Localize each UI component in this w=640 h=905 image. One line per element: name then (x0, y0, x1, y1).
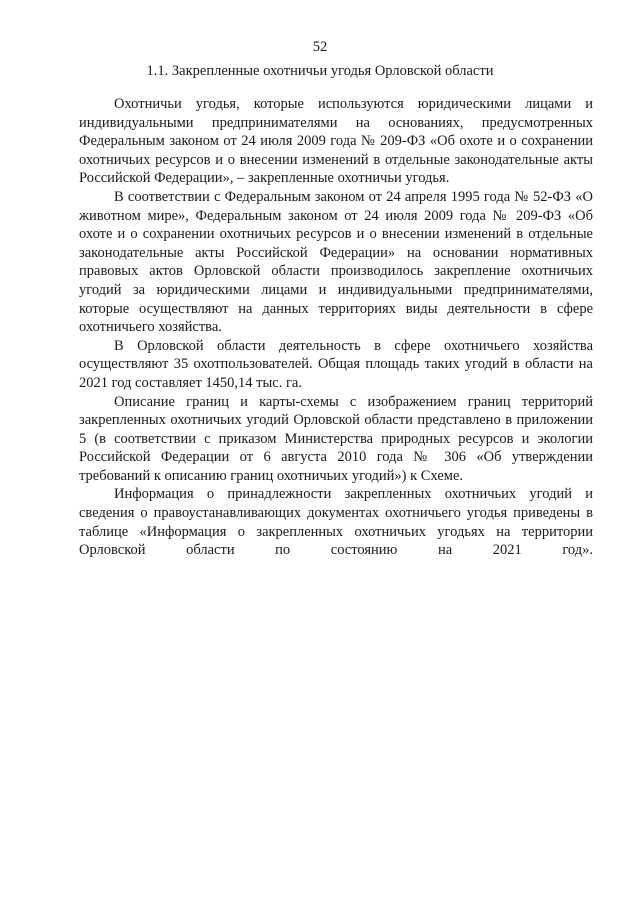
paragraph-legal-basis: В соответствии с Федеральным законом от 24 апреля 1995 года № 52-ФЗ «О животном мире», Федеральным законом от 24 июля 2009 года № 209-ФЗ «Об охоте и о сохранении охотничьих ресурсов и о внесении изменений в отдельные законодательные акты Российской Федерации» на основании нормативных правовых актов Орловской области производилось закрепление охотничьих угодий за юридическими лицами и индивидуальными предпринимателями, которые осуществляют на данных территориях виды деятельности в сфере охотничьего хозяйства. (79, 188, 593, 336)
paragraph-hunting-grounds-definition: Охотничьи угодья, которые используются юридическими лицами и индивидуальными предпринимателями на основаниях, предусмотренных Федеральным законом от 24 июля 2009 года № 209-ФЗ «Об охоте и о сохранении охотничьих ресурсов и о внесении изменений в отдельные законодательные акты Российской Федерации», – закрепленные охотничьи угодья. (79, 96, 593, 187)
page-number: 52 (312, 39, 328, 55)
section-title: 1.1. Закрепленные охотничьи угодья Орловской области (146, 63, 494, 79)
paragraph-boundary-descriptions: Описание границ и карты-схемы с изображением границ территорий закрепленных охотничьих угодий Орловской области представлено в приложении 5 (в соответствии с приказом Министерства природных ресурсов и экологии Российской Федерации от 6 августа 2010 года № 306 «Об утверждении требований к описанию границ охотничьих угодий») к Схеме. (79, 393, 593, 484)
body-text (79, 95, 593, 560)
paragraph-ownership-information: Информация о принадлежности закрепленных охотничьих угодий и сведения о правоустанавливающих документах охотничьего угодья приведены в таблице «Информация о закрепленных охотничьих угодьях на территории Орловской области по состоянию на 2021 год». (79, 486, 593, 559)
paragraph-hunting-users-area: В Орловской области деятельность в сфере охотничьего хозяйства осуществляют 35 охотпользователей. Общая площадь таких угодий в области на 2021 год составляет 1450,14 тыс. га. (79, 337, 593, 391)
